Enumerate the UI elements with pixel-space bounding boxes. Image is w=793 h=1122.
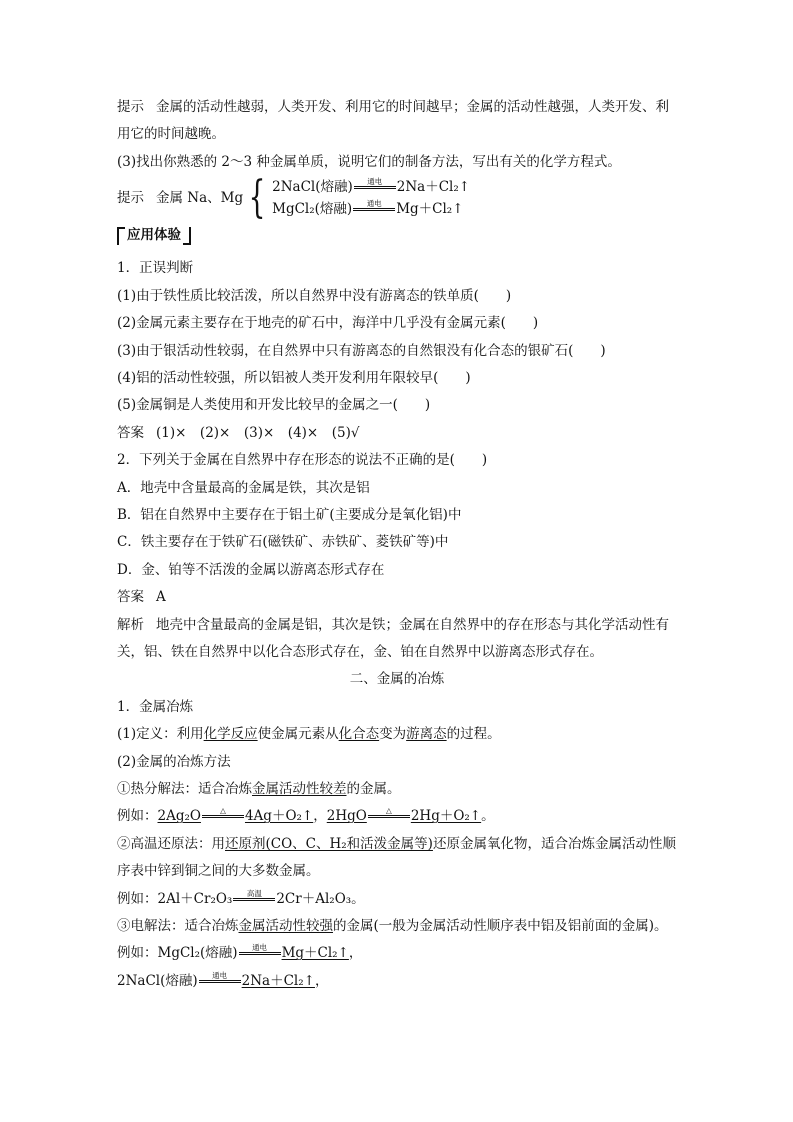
equation-nacl: 2NaCl(熔融) 通电 2Na＋Cl₂↑ [272,177,471,196]
judgement-item: (2)金属元素主要存在于地壳的矿石中，海洋中几乎没有金属元素( ) [117,315,539,332]
hint-text: 金属的活动性越弱，人类开发、利用它的时间越早；金属的活动性越强，人类开发、利用它的时间越晚。 [117,99,669,143]
answer-2: 答案 A [117,589,166,606]
option-a: A．地壳中含量最高的金属是铁，其次是铝 [117,479,370,496]
method-reduction: ②高温还原法：用还原剂(CO、C、H₂和活泼金属等)还原金属氧化物，适合冶炼金属活动性顺序表中锌到铜之间的大多数金属。 [117,835,676,880]
hint-label: 提示 [117,189,144,206]
bracket-open-icon [117,227,125,245]
example-thermal: 例如：2Ag₂O △ 4Ag＋O₂↑，2HgO △ 2Hg＋O₂↑。 [117,806,495,825]
hint-label: 提示 [117,99,144,115]
method-thermal: ①热分解法：适合冶炼金属活动性较差的金属。 [117,781,401,798]
hint-paragraph-1 [117,94,677,149]
answer-1: 答案 (1)× (2)× (3)× (4)× (5)√ [117,424,360,441]
reaction-condition: 通电 [354,178,396,189]
section-1-title: 1．金属冶炼 [117,698,194,715]
analysis-paragraph: 解析 地壳中含量最高的金属是铝，其次是铁；金属在自然界中的存在形态与其化学活动性有关，铝、铁在自然界中以化合态形式存在，金、铂在自然界中以游离态形式存在。 [117,616,669,661]
question-2-title: 2．下列关于金属在自然界中存在形态的说法不正确的是( ) [117,452,488,469]
bracket-close-icon [183,227,191,245]
option-c: C．铁主要存在于铁矿石(磁铁矿、赤铁矿、菱铁矿等)中 [117,534,449,551]
method-electrolysis: ③电解法：适合冶炼金属活动性较强的金属(一般为金属活动性顺序表中铝及铝前面的金属)。 [117,918,668,935]
equation-mgcl2: MgCl₂(熔融) 通电 Mg＋Cl₂↑ [272,199,464,218]
option-b: B．铝在自然界中主要存在于铝土矿(主要成分是氧化铝)中 [117,506,462,523]
methods-title: (2)金属的冶炼方法 [117,753,231,770]
judgement-item: (4)铝的活动性较强，所以铝被人类开发利用年限较早( ) [117,369,471,386]
reaction-condition: 通电 [199,972,241,983]
part-2-title: 二、金属的冶炼 [349,671,445,688]
example-electrolysis-na: 2NaCl(熔融) 通电 2Na＋Cl₂↑， [117,970,329,989]
document-page [117,94,677,995]
hint-paragraph-2 [117,172,677,224]
reaction-condition: △ [368,807,410,818]
example-electrolysis-mg: 例如：MgCl₂(熔融) 通电 Mg＋Cl₂↑， [117,943,363,962]
option-d: D．金、铂等不活泼的金属以游离态形式存在 [117,561,385,578]
reaction-condition: △ [202,807,244,818]
example-reduction: 例如：2Al＋Cr₂O₃ 高温 2Cr＋Al₂O₃。 [117,888,365,907]
judgement-item: (3)由于银活动性较弱，在自然界中只有游离态的自然银没有化合态的银矿石( ) [117,342,606,359]
reaction-condition: 通电 [353,200,395,211]
brace-icon: { [248,172,266,224]
question-1-title: 1．正误判断 [117,260,194,277]
reaction-condition: 高温 [233,890,275,901]
judgement-item: (1)由于铁性质比较活泼，所以自然界中没有游离态的铁单质( ) [117,287,512,304]
definition: (1)定义：利用化学反应使金属元素从化合态变为游离态的过程。 [117,726,501,743]
equation-group [272,176,470,220]
section-heading: 应用体验 [117,222,677,255]
question-3: (3)找出你熟悉的 2～3 种金属单质，说明它们的制备方法，写出有关的化学方程式。 [117,153,621,170]
reaction-condition: 通电 [239,944,281,955]
judgement-item: (5)金属铜是人类使用和开发比较早的金属之一( ) [117,397,431,414]
hint-prefix: 金属 Na、Mg [156,189,244,206]
